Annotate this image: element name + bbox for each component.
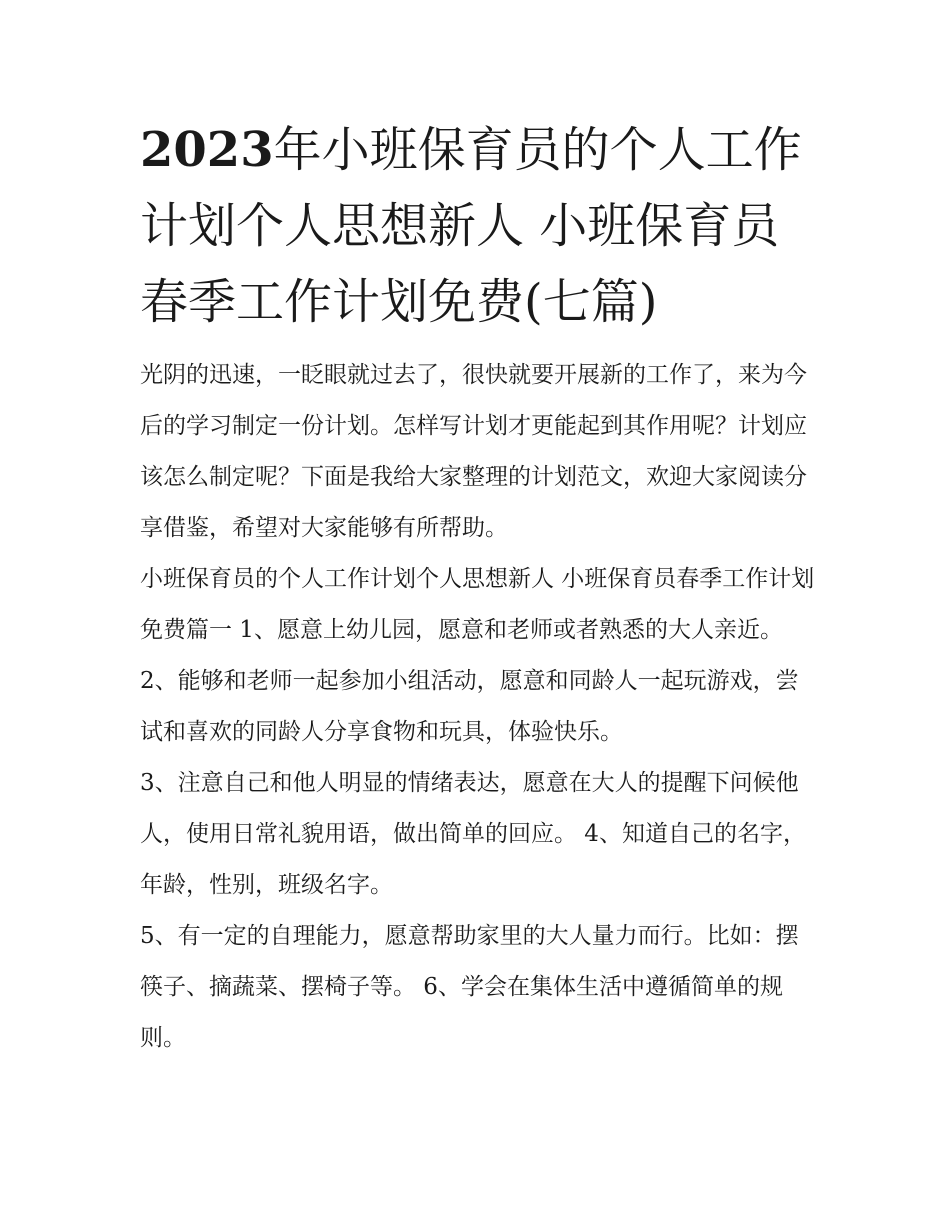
list-item-2: 2、能够和老师一起参加小组活动，愿意和同龄人一起玩游戏，尝试和喜欢的同龄人分享食物和玩具，体验快乐。 — [140, 668, 799, 745]
document-title — [140, 112, 820, 340]
document-page — [140, 112, 820, 1064]
title-year: 2023 — [140, 122, 274, 178]
section-heading-paragraph: 小班保育员的个人工作计划个人思想新人 小班保育员春季工作计划免费篇一 1、愿意上幼儿园，愿意和老师或者熟悉的大人亲近。 — [140, 566, 815, 643]
title-text: 年小班保育员的个人工作计划个人思想新人 小班保育员春季工作计划免费(七篇) — [140, 122, 802, 330]
list-item-3: 3、注意自己和他人明显的情绪表达，愿意在大人的提醒下问候他人，使用日常礼貌用语，做出简单的回应。 4、知道自己的名字，年龄，性别，班级名字。 — [140, 770, 806, 898]
list-item-5: 5、有一定的自理能力，愿意帮助家里的大人量力而行。比如：摆筷子、摘蔬菜、摆椅子等。 6、学会在集体生活中遵循简单的规则。 — [140, 923, 799, 1051]
intro-paragraph: 光阴的迅速，一眨眼就过去了，很快就要开展新的工作了，来为今后的学习制定一份计划。怎样写计划才更能起到其作用呢？计划应该怎么制定呢？下面是我给大家整理的计划范文，欢迎大家阅读分享借鉴，希望对大家能够有所帮助。 — [140, 362, 807, 541]
